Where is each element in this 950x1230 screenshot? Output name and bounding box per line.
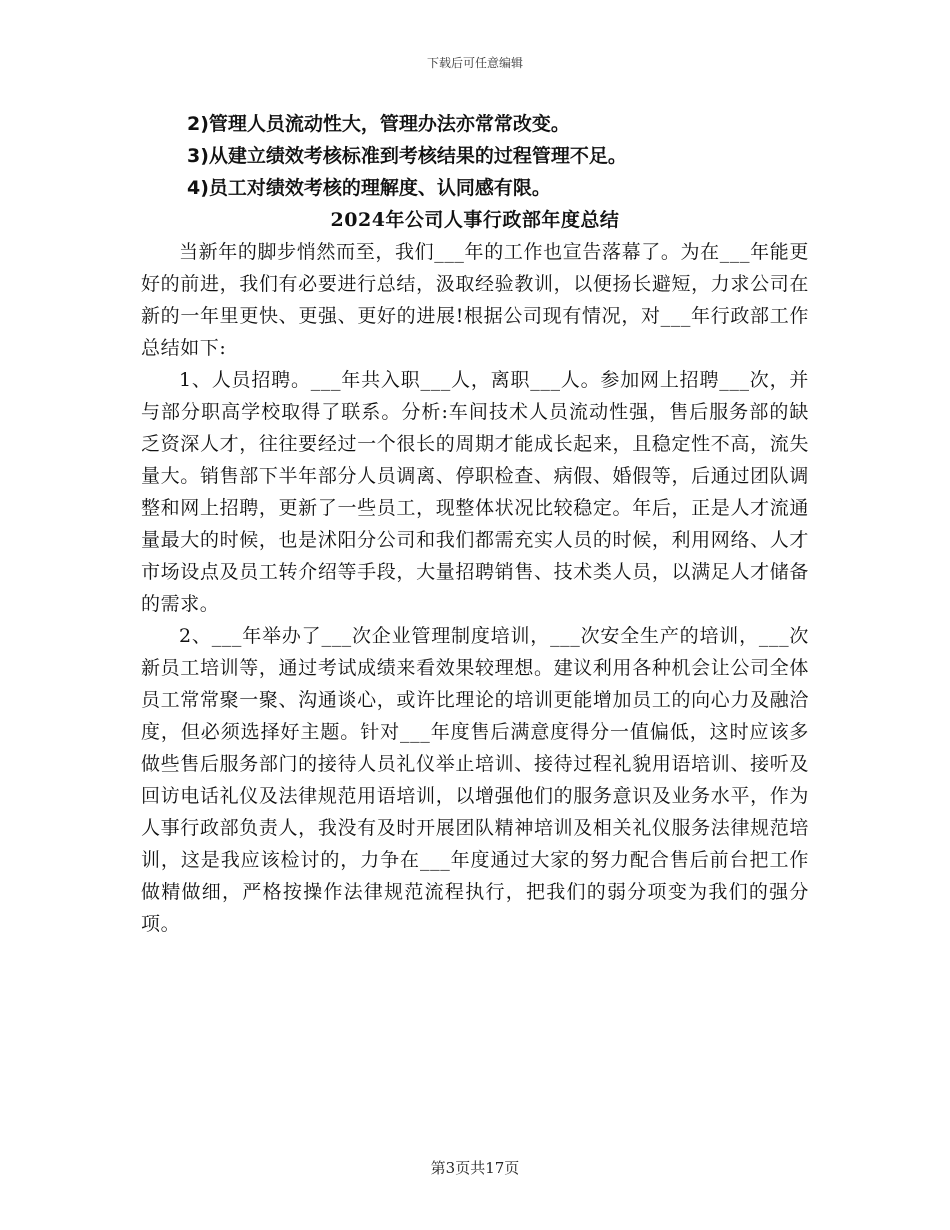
paragraph-training: 2、___年举办了___次企业管理制度培训，___次安全生产的培训，___次新员工培训等，通过考试成绩来看效果较理想。建议利用各种机会让公司全体员工常常聚一聚、沟通谈心，或许比理论的培训更能增加员工的向心力及融洽度，但必须选择好主题。针对___年度售后满意度得分一值偏低，这时应该多做些售后服务部门的接待人员礼仪举止培训、接待过程礼貌用语培训、接听及回访电话礼仪及法律规范用语培训，以增强他们的服务意识及业务水平，作为人事行政部负责人，我没有及时开展团队精神培训及相关礼仪服务法律规范培训，这是我应该检讨的，力争在___年度通过大家的努力配合售后前台把工作做精做细，严格按操作法律规范流程执行，把我们的弱分项变为我们的强分项。: [141, 625, 809, 935]
list-item: 4)员工对绩效考核的理解度、认同感有限。: [187, 177, 551, 199]
list-item: 2)管理人员流动性大，管理办法亦常常改变。: [187, 113, 570, 135]
document-title: 2024年公司人事行政部年度总结: [330, 209, 620, 231]
document-body: [141, 108, 809, 940]
paragraph-intro: 当新年的脚步悄然而至，我们___年的工作也宣告落幕了。为在___年能更好的前进，我们有必要进行总结，汲取经验教训，以便扬长避短，力求公司在新的一年里更快、更强、更好的进展!根据公司现有情况，对___年行政部工作总结如下:: [141, 241, 809, 359]
page-number: 第3页共17页: [430, 1159, 520, 1177]
list-item: 3)从建立绩效考核标准到考核结果的过程管理不足。: [187, 145, 627, 167]
page-header-note: 下载后可任意编辑: [426, 56, 523, 70]
paragraph-recruitment: 1、人员招聘。___年共入职___人，离职___人。参加网上招聘___次，并与部分职高学校取得了联系。分析:车间技术人员流动性强，售后服务部的缺乏资深人才，往往要经过一个很长的周期才能成长起来，且稳定性不高，流失量大。销售部下半年部分人员调离、停职检查、病假、婚假等，后通过团队调整和网上招聘，更新了一些员工，现整体状况比较稳定。年后，正是人才流通量最大的时候，也是沭阳分公司和我们都需充实人员的时候，利用网络、人才市场设点及员工转介绍等手段，大量招聘销售、技术类人员，以满足人才储备的需求。: [141, 369, 809, 615]
